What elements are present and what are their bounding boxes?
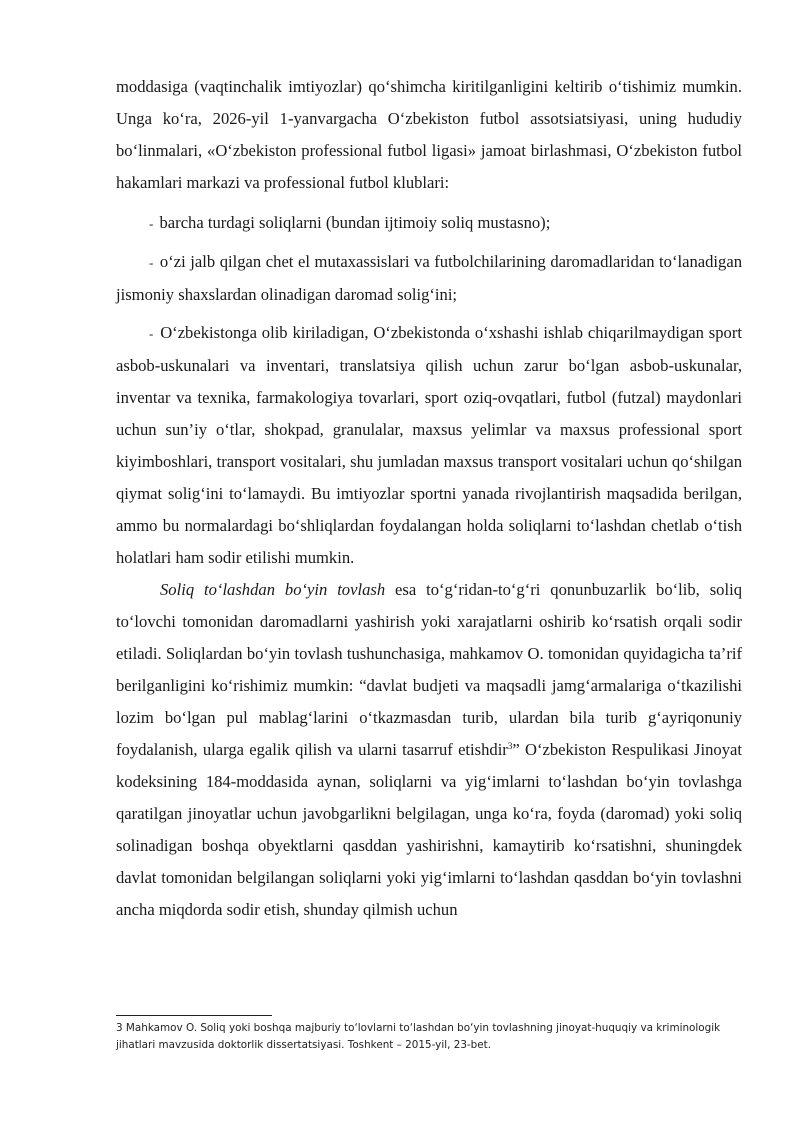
paragraph-main	[116, 574, 742, 926]
list-item	[116, 207, 742, 240]
footnote-reference[interactable]: 3	[507, 741, 513, 751]
body-text	[116, 71, 742, 926]
list-item-text: o‘zi jalb qilgan chet el mutaxassislari va futbolchilarining daromadlaridan to‘lanadigan jismoniy shaxslardan olinadigan daromad solig‘ini;	[116, 252, 742, 304]
footnote-separator	[116, 1015, 272, 1016]
list-dash: -	[149, 255, 154, 270]
list-dash: -	[149, 216, 154, 231]
paragraph-intro: moddasiga (vaqtinchalik imtiyozlar) qo‘shimcha kiritilganligini keltirib o‘tishimiz mumkin. Unga ko‘ra, 2026-yil 1-yanvargacha O‘zbekiston futbol assotsiatsiyasi, uning hududiy bo‘linmalari, «O‘zbekiston professional futbol ligasi» jamoat birlashmasi, O‘zbekiston futbol hakamlari markazi va professional futbol klublari:	[116, 77, 742, 192]
paragraph-text-continued: ” O‘zbekiston Respulikasi Jinoyat kodeksining 184-moddasida aynan, soliqlarni va yig‘imlarni to‘lashdan bo‘yin tovlashga qaratilgan jinoyatlar uchun javobgarlikni belgilagan, unga ko‘ra, foyda (daromad) yoki soliq solinadigan boshqa obyektlarni qasddan yashirishni, kamaytirib ko‘rsatishni, shuningdek davlat tomonidan belgilangan soliqlarni yoki yig‘imlarni to‘lashdan qasddan bo‘yin tovlashni ancha miqdorda sodir etish, shunday qilmish uchun	[116, 740, 742, 919]
list-item	[116, 246, 742, 311]
list-item	[116, 317, 742, 574]
list-item-text: barcha turdagi soliqlarni (bundan ijtimoiy soliq mustasno);	[159, 213, 551, 232]
footnote: 3 Mahkamov O. Soliq yoki boshqa majburiy to‘lovlarni to‘lashdan bo‘yin tovlashning jinoyat-huquqiy va kriminologik jihatlari mavzusida doktorlik dissertatsiyasi. Toshkent – 2015-yil, 23-bet.	[116, 1022, 721, 1051]
list-item-text: O‘zbekistonga olib kiriladigan, O‘zbekistonda o‘xshashi ishlab chiqarilmaydigan sport asbob-uskunalari va inventari, translatsiya qilish uchun zarur bo‘lgan asbob-uskunalar, inventar va texnika, farmakologiya tovarlari, sport oziq-ovqatlari, futbol (futzal) maydonlari uchun sun’iy o‘tlar, shokpad, granulalar, maxsus yelimlar va maxsus professional sport kiyimboshlari, transport vositalari, shu jumladan maxsus transport vositalari uchun qo‘shilgan qiymat solig‘ini to‘lamaydi. Bu imtiyozlar sportni yanada rivojlantirish maqsadida berilgan, ammo bu normalardagi bo‘shliqlardan foydalangan holda soliqlarni to‘lashdan chetlab o‘tish holatlari ham sodir etilishi mumkin.	[116, 323, 742, 567]
list-dash: -	[149, 326, 154, 341]
defined-term: Soliq to‘lashdan bo‘yin tovlash	[160, 580, 386, 599]
paragraph-text: esa to‘g‘ridan-to‘g‘ri qonunbuzarlik bo‘lib, soliq to‘lovchi tomonidan daromadlarni yashirish yoki xarajatlarni oshirib ko‘rsatish orqali sodir etiladi. Soliqlardan bo‘yin tovlash tushunchasiga, mahkamov O. tomonidan quyidagicha ta’rif berilganligini ko‘rishimiz mumkin: “davlat budjeti va maqsadli jamg‘armalariga o‘tkazilishi lozim bo‘lgan pul mablag‘larini o‘tkazmasdan turib, ulardan bila turib g‘ayriqonuniy foydalanish, ularga egalik qilish va ularni tasarruf etishdir	[116, 580, 742, 759]
